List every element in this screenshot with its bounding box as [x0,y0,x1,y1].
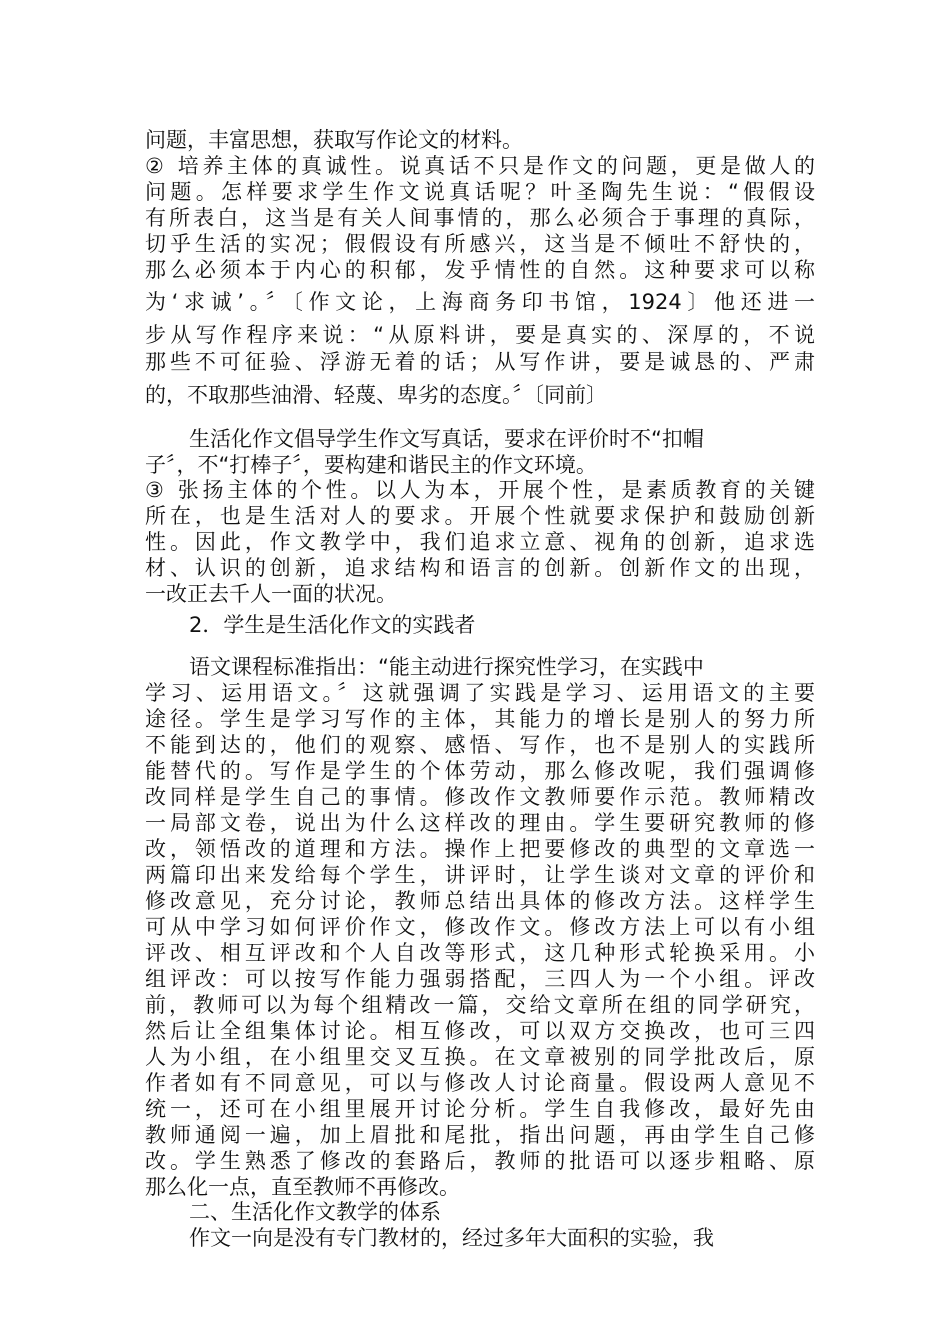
text-line: 问题。怎样要求学生作文说真话呢？叶圣陶先生说：“假假设 [145,180,815,204]
text-line: 途径。学生是学习写作的主体，其能力的增长是别人的努力所 [145,707,815,731]
text-line: ③ 张扬主体的个性。以人为本，开展个性，是素质教育的关键 [145,478,815,502]
text-line: 的，不取那些油滑、轻蔑、卑劣的态度。〞〔同前〕 [145,383,607,407]
text-line: 能替代的。写作是学生的个体劳动，那么修改呢，我们强调修 [145,759,815,783]
text-line: 改同样是学生自己的事情。修改作文教师要作示范。教师精改 [145,785,815,809]
text-line: 修改意见，充分讨论，教师总结出具体的修改方法。这样学生 [145,889,815,913]
text-line: 所在，也是生活对人的要求。开展个性就要求保护和鼓励创新 [145,504,815,528]
text-line: 改。学生熟悉了修改的套路后，教师的批语可以逐步粗略、原 [145,1149,815,1173]
text-line: 步从写作程序来说：“从原料讲，要是真实的、深厚的，不说 [145,323,815,347]
text-line: 人为小组，在小组里交叉互换。在文章被别的同学批改后，原 [145,1045,815,1069]
text-line: ② 培养主体的真诚性。说真话不只是作文的问题，更是做人的 [145,154,815,178]
text-line: 作文一向是没有专门教材的，经过多年大面积的实验，我 [189,1226,714,1250]
text-line: 材、认识的创新，追求结构和语言的创新。创新作文的出现， [145,556,815,580]
text-line: 那么必须本于内心的积郁，发乎情性的自然。这种要求可以称 [145,258,815,282]
text-line: 为‘求诚’。〞〔作文论，上海商务印书馆，1924〕他还进一 [145,290,815,314]
text-line: 切乎生活的实况；假假设有所感兴，这当是不倾吐不舒快的， [145,232,815,256]
text-line: 那么化一点，直至教师不再修改。 [145,1175,460,1199]
text-line: 组评改：可以按写作能力强弱搭配，三四人为一个小组。评改 [145,967,815,991]
text-line: 问题，丰富思想，获取写作论文的材料。 [145,128,523,152]
text-line: 语文课程标准指出：“能主动进行探究性学习，在实践中 [189,655,704,679]
text-line: 前，教师可以为每个组精改一篇，交给文章所在组的同学研究， [145,993,815,1017]
text-line: 性。因此，作文教学中，我们追求立意、视角的创新，追求选 [145,530,815,554]
text-line: 两篇印出来发给每个学生，讲评时，让学生谈对文章的评价和 [145,863,815,887]
text-line: 评改、相互评改和个人自改等形式，这几种形式轮换采用。小 [145,941,815,965]
text-line: 生活化作文倡导学生作文写真话，要求在评价时不“扣帽 [189,427,704,451]
text-line: 统一，还可在小组里展开讨论分析。学生自我修改，最好先由 [145,1097,815,1121]
text-line: 一局部文卷，说出为什么这样改的理由。学生要研究教师的修 [145,811,815,835]
text-line: 可从中学习如何评价作文，修改作文。修改方法上可以有小组 [145,915,815,939]
text-line: 子〞，不“打棒子〞，要构建和谐民主的作文环境。 [145,453,597,477]
section-heading: 2．学生是生活化作文的实践者 [189,613,476,637]
text-line: 然后让全组集体讨论。相互修改，可以双方交换改，也可三四 [145,1019,815,1043]
text-line: 有所表白，这当是有关人间事情的，那么必须合于事理的真际， [145,206,815,230]
text-line: 学习、运用语文。〞这就强调了实践是学习、运用语文的主要 [145,681,815,705]
text-line: 不能到达的，他们的观察、感悟、写作，也不是别人的实践所 [145,733,815,757]
text-line: 改，领悟改的道理和方法。操作上把要修改的典型的文章选一 [145,837,815,861]
text-line: 一改正去千人一面的状况。 [145,582,397,606]
text-line: 教师通阅一遍，加上眉批和尾批，指出问题，再由学生自己修 [145,1123,815,1147]
section-heading: 二、生活化作文教学的体系 [189,1200,441,1224]
text-line: 作者如有不同意见，可以与修改人讨论商量。假设两人意见不 [145,1071,815,1095]
text-line: 那些不可征验、浮游无着的话；从写作讲，要是诚恳的、严肃 [145,350,815,374]
